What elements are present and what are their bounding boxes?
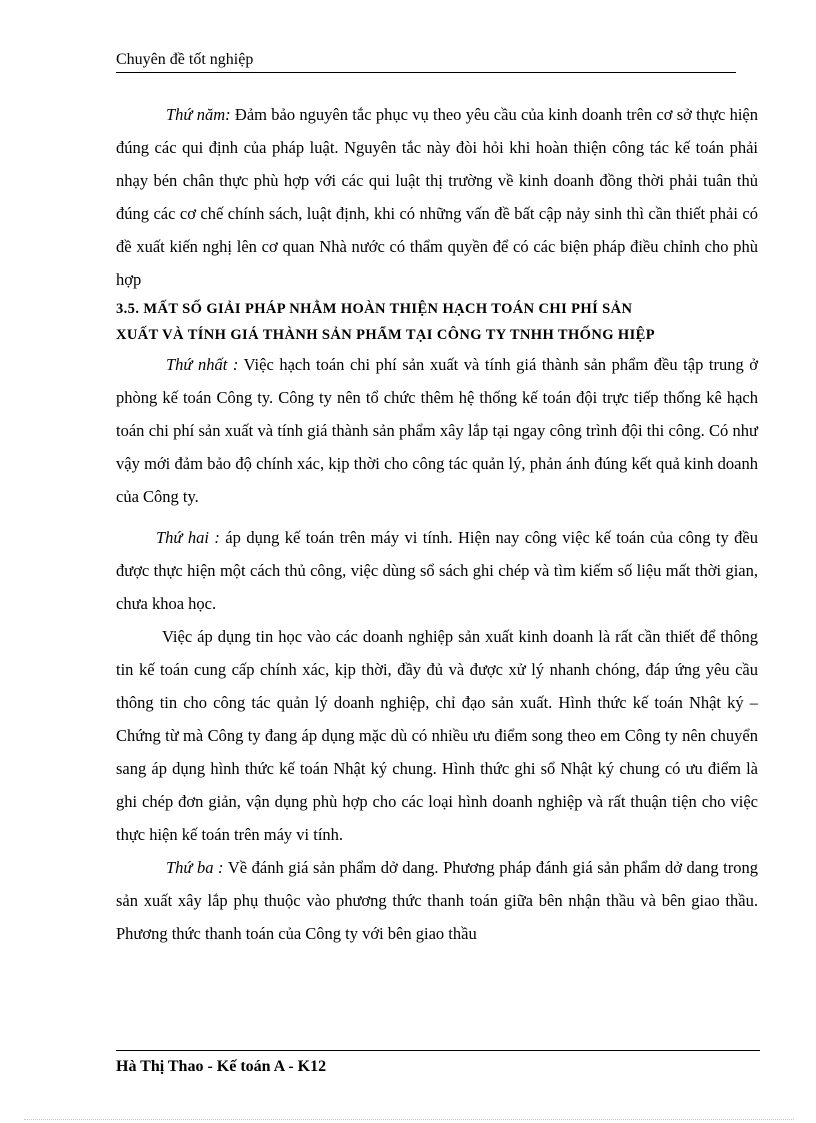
paragraph-text: Việc áp dụng tin học vào các doanh nghiệp sản xuất kinh doanh là rất cần thiết để thông tin kế toán cung cấp chính xác, kịp thời, đầy đủ và được xử lý nhanh chóng, đáp ứng yêu cầu thông tin cho công tác quản lý doanh nghiệp, chỉ đạo sản xuất. Hình thức kế toán Nhật ký – Chứng từ mà Công ty đang áp dụng mặc dù có nhiều ưu điểm song theo em Công ty nên chuyển sang áp dụng hình thức kế toán Nhật ký chung. Hình thức ghi sổ Nhật ký chung có ưu điểm là ghi chép đơn giản, vận dụng phù hợp cho các loại hình doanh nghiệp và rất thuận tiện cho việc thực hiện kế toán trên máy vi tính.	[116, 627, 758, 844]
paragraph-lead: Thứ hai :	[156, 528, 220, 547]
paragraph-lead: Thứ ba :	[166, 858, 224, 877]
section-heading	[116, 296, 758, 348]
paragraph-thu-hai	[116, 521, 758, 620]
paragraph-thu-ba	[116, 851, 758, 950]
document-body	[116, 98, 758, 950]
header-title: Chuyên đề tốt nghiệp	[116, 51, 254, 68]
section-heading-line-2: XUẤT VÀ TÍNH GIÁ THÀNH SẢN PHẨM TẠI CÔNG TY TNHH THỐNG HIỆP	[116, 327, 655, 343]
paragraph-text: Đảm bảo nguyên tắc phục vụ theo yêu cầu của kinh doanh trên cơ sở thực hiện đúng các qui định của pháp luật. Nguyên tắc này đòi hỏi khi hoàn thiện công tác kế toán phải nhạy bén chân thực phù hợp với các qui luật thị trường về kinh doanh đồng thời phải tuân thủ đúng các cơ chế chính sách, luật định, khi có những vấn đề bất cập nảy sinh thì cần thiết phải có đề xuất kiến nghị lên cơ quan Nhà nước có thẩm quyền để có các biện pháp điều chỉnh cho phù hợp	[116, 105, 758, 289]
paragraph-thu-nhat	[116, 348, 758, 513]
paragraph-lead: Thứ nhất :	[166, 355, 239, 374]
paragraph-text: áp dụng kế toán trên máy vi tính. Hiện nay công việc kế toán của công ty đều được thực hiện một cách thủ công, việc dùng sổ sách ghi chép và tìm kiếm số liệu mất thời gian, chưa khoa học.	[116, 528, 758, 613]
page-bottom-edge	[24, 1119, 794, 1120]
paragraph-text: Về đánh giá sản phẩm dở dang. Phương pháp đánh giá sản phẩm dở dang trong sản xuất xây lắp phụ thuộc vào phương thức thanh toán giữa bên nhận thầu và bên giao thầu. Phương thức thanh toán của Công ty với bên giao thầu	[116, 858, 759, 943]
page-header	[116, 50, 736, 73]
section-heading-line-1: 3.5. MẤT SỐ GIẢI PHÁP NHẰM HOÀN THIỆN HẠCH TOÁN CHI PHÍ SẢN	[116, 301, 633, 317]
paragraph-lead: Thứ năm:	[166, 105, 231, 124]
paragraph-thu-nam	[116, 98, 758, 296]
footer-divider	[116, 1050, 760, 1051]
footer-author: Hà Thị Thao - Kế toán A - K12	[116, 1058, 327, 1075]
page-footer	[116, 1057, 326, 1077]
paragraph-tin-hoc	[116, 620, 758, 851]
paragraph-text: Việc hạch toán chi phí sản xuất và tính giá thành sản phẩm đều tập trung ở phòng kế toán Công ty. Công ty nên tổ chức thêm hệ thống kế toán đội trực tiếp thống kê hạch toán chi phí sản xuất và tính giá thành sản phẩm xây lắp tại ngay công trình đội thi công. Có như vậy mới đảm bảo độ chính xác, kịp thời cho công tác quản lý, phản ánh đúng kết quả kinh doanh của Công ty.	[116, 355, 758, 506]
